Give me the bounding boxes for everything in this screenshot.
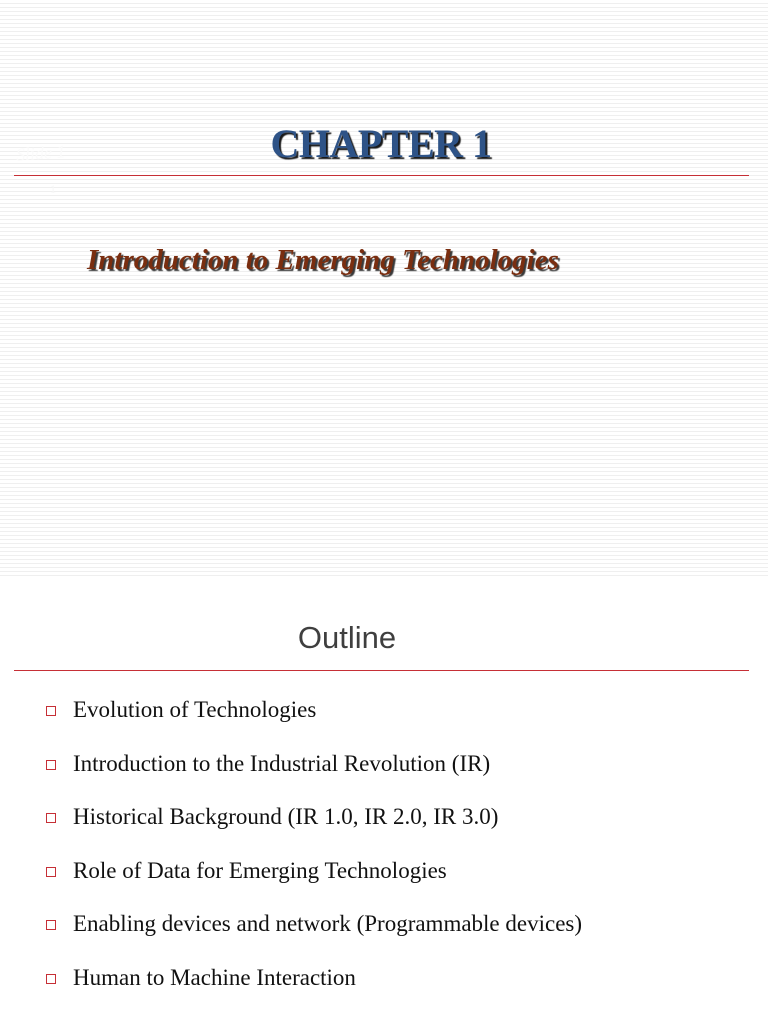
hollow-square-bullet-icon (46, 706, 56, 716)
hollow-square-bullet-icon (46, 867, 56, 877)
list-item-text: Historical Background (IR 1.0, IR 2.0, IR 3.0) (73, 804, 499, 830)
chapter-title: CHAPTER 1 (270, 121, 492, 166)
list-item-text: Introduction to the Industrial Revolution (IR) (73, 750, 491, 776)
list-item-text: Role of Data for Emerging Technologies (73, 857, 447, 883)
list-item (46, 911, 582, 965)
hollow-square-bullet-icon (46, 813, 56, 823)
list-item (46, 804, 582, 858)
slide-outline (0, 576, 768, 1024)
faint-slide-mark: 1 (50, 182, 56, 196)
title-divider (14, 175, 749, 177)
hollow-square-bullet-icon (46, 760, 56, 770)
list-item (46, 858, 582, 912)
outline-title: Outline (297, 620, 397, 655)
list-item-text: Evolution of Technologies (73, 697, 317, 722)
list-item-text: Enabling devices and network (Programmable devices) (73, 911, 583, 937)
outline-list (46, 697, 582, 1019)
hollow-square-bullet-icon (46, 974, 56, 984)
chapter-subtitle: Introduction to Emerging Technologies (87, 244, 559, 276)
hollow-square-bullet-icon (46, 920, 56, 930)
faint-slide-label: Slide 1 (15, 141, 67, 165)
list-item (46, 965, 582, 1019)
list-item (46, 751, 582, 805)
list-item-text: Human to Machine Interaction (73, 964, 356, 990)
list-item (46, 697, 582, 751)
outline-divider (14, 670, 749, 672)
